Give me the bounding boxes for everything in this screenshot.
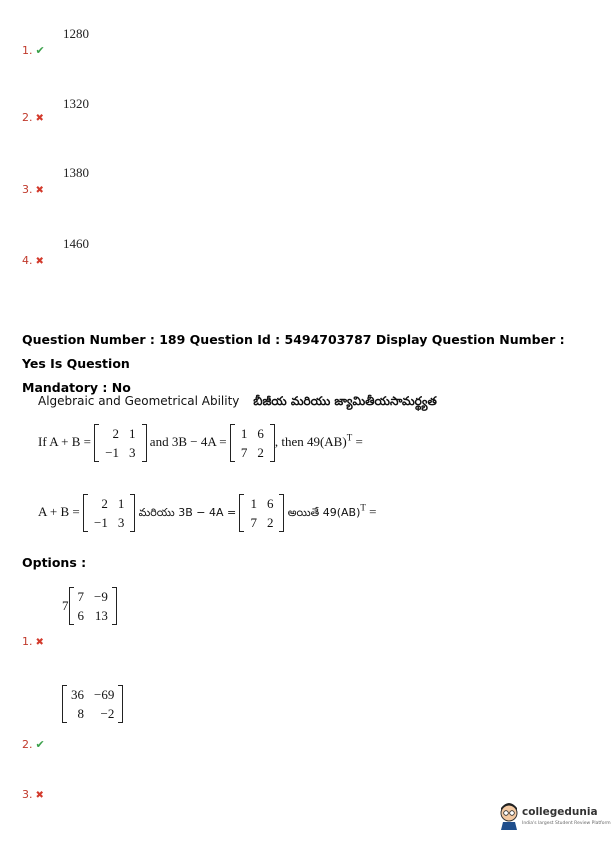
q-te-mid: మరియు 3B − 4A =	[138, 505, 237, 519]
matrix-a-plus-b	[94, 424, 146, 462]
option-1-coef: 7	[62, 598, 69, 613]
q-te-end: అయితే 49(AB)	[287, 505, 361, 519]
question-text-te	[38, 494, 376, 532]
matrix-cell: 2	[112, 426, 120, 441]
matrix-cell: −2	[100, 706, 115, 721]
matrix-cell: 7	[250, 515, 257, 530]
section-title-en: Algebraic and Geometrical Ability	[38, 394, 240, 408]
option-2-matrix	[62, 685, 123, 723]
matrix-cell: 6	[77, 608, 84, 623]
matrix-cell: 2	[266, 515, 274, 530]
prev-option-2	[22, 108, 44, 126]
logo-tagline: India's largest Student Review Platform	[522, 821, 611, 826]
question-header-line1: Question Number : 189 Question Id : 5494703787 Display Question Number : Yes Is Question	[22, 332, 565, 371]
question-header	[22, 328, 582, 400]
option-number: 2.	[22, 738, 33, 751]
matrix-cell: 2	[257, 445, 264, 460]
q-te-lhs: A + B =	[38, 503, 80, 519]
logo-name: collegedunia	[522, 806, 598, 818]
matrix-cell: 1	[117, 496, 125, 511]
option-3	[22, 785, 44, 803]
matrix-cell: 3	[129, 445, 136, 460]
prev-option-4-value: 1460	[63, 236, 89, 251]
prev-option-1-value: 1280	[63, 26, 89, 41]
matrix-cell: 7	[240, 445, 248, 460]
section-title-te: బీజీయ మరియు జ్యామితీయసామర్థ్యత	[253, 394, 437, 408]
matrix-cell: 36	[71, 687, 84, 702]
prev-option-3	[22, 180, 44, 198]
matrix-cell: 6	[266, 496, 274, 511]
option-1	[22, 632, 44, 650]
option-number: 1.	[22, 44, 33, 57]
matrix-cell: 1	[250, 496, 257, 511]
matrix-cell: 8	[77, 706, 84, 721]
matrix-cell: −1	[94, 515, 108, 530]
option-number: 2.	[22, 111, 33, 124]
options-label: Options :	[22, 555, 87, 570]
option-1-answer	[62, 587, 117, 625]
cross-icon: ✖	[35, 790, 44, 801]
option-2-answer	[62, 685, 123, 723]
matrix-cell: 7	[77, 589, 84, 604]
option-number: 4.	[22, 254, 33, 267]
matrix-cell: 13	[94, 608, 108, 623]
matrix-cell: 1	[129, 426, 136, 441]
option-number: 1.	[22, 635, 33, 648]
matrix-cell: −1	[105, 445, 120, 460]
matrix-cell: 1	[240, 426, 248, 441]
matrix-3b-minus-4a-te	[239, 494, 284, 532]
collegedunia-logo	[498, 800, 611, 834]
matrix-cell: 3	[117, 515, 125, 530]
q-en-and: and 3B − 4A =	[149, 433, 227, 449]
matrix-cell: 6	[257, 426, 264, 441]
section-title	[38, 394, 437, 411]
check-icon: ✔	[35, 45, 45, 57]
prev-option-3-value: 1380	[63, 165, 89, 180]
cross-icon: ✖	[35, 185, 44, 196]
prev-option-1	[22, 41, 45, 59]
matrix-cell: 2	[101, 496, 108, 511]
q-en-eq: =	[352, 433, 363, 449]
option-number: 3.	[22, 788, 33, 801]
option-2	[22, 735, 45, 753]
q-en-sup: T	[346, 432, 353, 443]
question-text-en	[38, 424, 363, 462]
matrix-3b-minus-4a	[230, 424, 275, 462]
cross-icon: ✖	[35, 637, 44, 648]
matrix-cell: −9	[94, 589, 108, 604]
cross-icon: ✖	[35, 113, 44, 124]
prev-option-4	[22, 251, 44, 269]
matrix-cell: −69	[94, 687, 115, 702]
question-header-line2: Mandatory : No	[22, 380, 131, 395]
q-te-sup: T	[360, 502, 366, 513]
q-en-if: If A + B =	[38, 433, 91, 449]
q-te-eq: =	[365, 503, 377, 519]
cross-icon: ✖	[35, 256, 44, 267]
matrix-a-plus-b-te	[83, 494, 135, 532]
option-1-matrix	[69, 587, 117, 625]
mascot-icon	[498, 802, 520, 830]
check-icon: ✔	[35, 739, 45, 751]
prev-option-2-value: 1320	[63, 96, 89, 111]
option-number: 3.	[22, 183, 33, 196]
q-en-then: , then 49(AB)	[274, 433, 347, 449]
